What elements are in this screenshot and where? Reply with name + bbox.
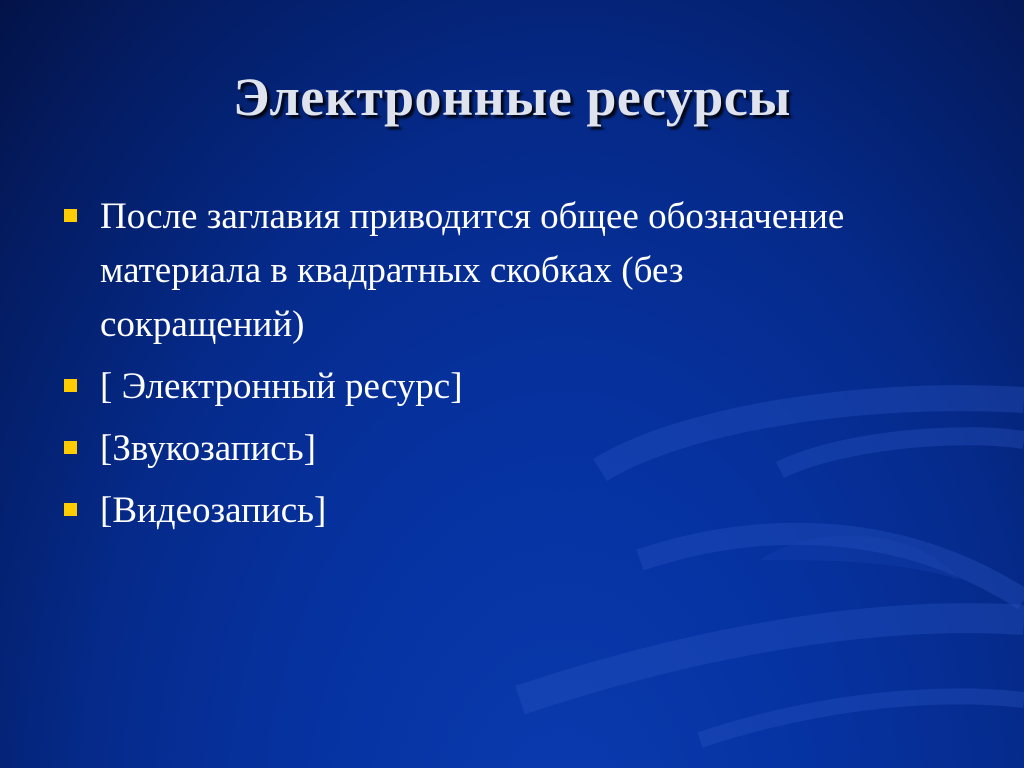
bullet-text: [Видеозапись] bbox=[100, 490, 327, 531]
bullet-item bbox=[62, 360, 860, 414]
slide-title: Электронные ресурсы bbox=[233, 67, 791, 127]
bullet-text: После заглавия приводится общее обозначение материала в квадратных скобках (без сокращений) bbox=[100, 196, 845, 345]
bullet-item bbox=[62, 190, 860, 352]
square-bullet-icon bbox=[64, 441, 77, 454]
square-bullet-icon bbox=[64, 503, 77, 516]
bullet-item bbox=[62, 422, 860, 476]
bullet-text: [Звукозапись] bbox=[100, 428, 316, 469]
bullet-list bbox=[62, 190, 962, 546]
bullet-item bbox=[62, 484, 860, 538]
bullet-text: [ Электронный ресурс] bbox=[100, 366, 463, 407]
square-bullet-icon bbox=[64, 209, 77, 222]
square-bullet-icon bbox=[64, 379, 77, 392]
